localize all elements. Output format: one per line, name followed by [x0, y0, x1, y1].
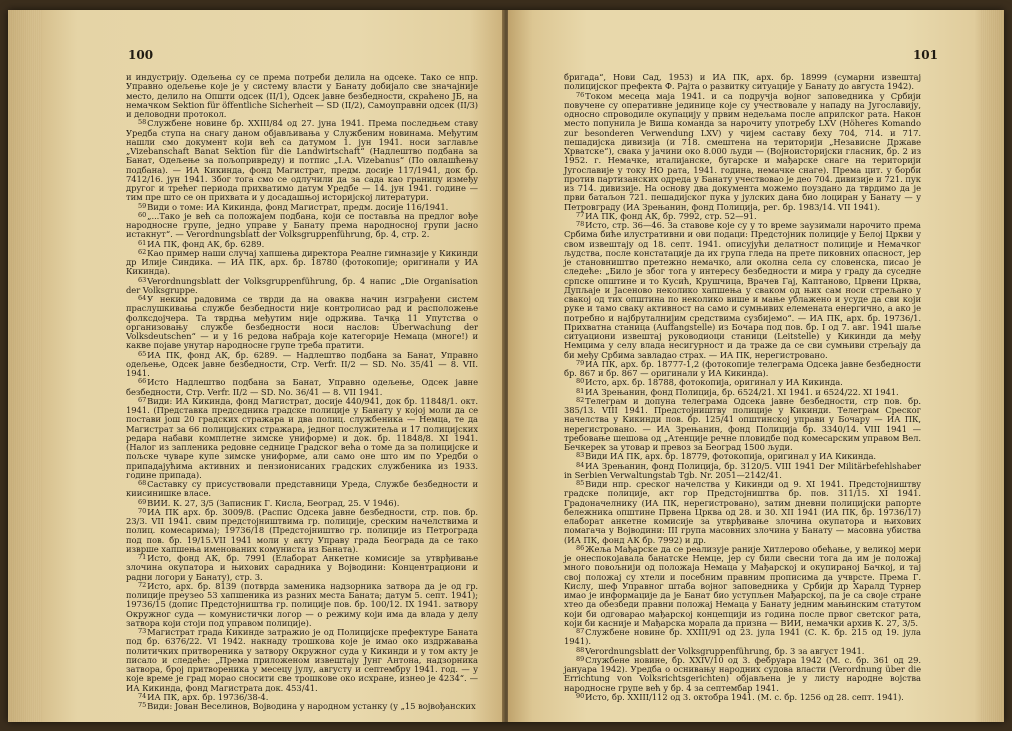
footnote-number: 89: [576, 654, 585, 663]
footnote-number: 64: [138, 294, 147, 302]
footnote-text: Службене новине бр. XXIII/84 од 27. јуна 1941. Према последњем ставу Уредба ступа на снагу даном објављивања у Службеним новинама. Међутим нашли смо документ који већ са датумом 1. јун 1941. носи заглавље „Vizebanschaft Banat Sektion für die Landwirtschaft“ (Надлештво подбана за Банат, Одељење за пољопривреду) и потпис „I.A. Vizebanus“ (По овлашћењу подбана). — ИА Кикинда, фонд Магистрат, предм. досије 117/1941, док бр. 7412/16. јун 1941. Због тога смо се одлучили да за сада као границу између другог и трећег периода прихватимо датум Уредбе — 14. јун 1941. године — тим пре што се он прихвата и у досадашњој историјској литератури.: [126, 118, 478, 203]
page-edge-right: [980, 10, 1004, 722]
footnote-number: 61: [138, 238, 147, 247]
footnote-number: 62: [138, 247, 147, 256]
page-number-right: 101: [912, 48, 938, 62]
footnote-number: 68: [138, 479, 147, 487]
footnote-number: 60: [138, 210, 147, 219]
footnote-text: Види ИА ПК, арх. бр. 18779, фотокопија, оригинал у ИА Кикинда.: [585, 451, 877, 462]
footnote-text: Исто, фонд АК, бр. 7991 (Елаборат Анкетне комисије за утврђивање злочина окупатора и њихових сарадника у Војводини: Концентрациони и радни логори у Банату), стр. 3.: [126, 553, 478, 582]
footnote-number: 73: [138, 627, 147, 635]
footnote-number: 80: [576, 377, 585, 386]
book-spread: [8, 10, 1004, 722]
footnote-text: ИА ПК, арх. бр. 18777-1,2 (фотокопије телеграма Одсека јавне безбедности бр. 867 и бр. 867 — оригинали у ИА Кикинда).: [564, 358, 921, 378]
footnote: [564, 360, 921, 379]
footnote: [126, 212, 478, 240]
footnote-text: Исто, арх. бр. 8139 (потврда заменика надзорника затвора да је од гр. полиције преузео 53 хапшеника из разних места Баната; датум 5. септ. 1941); 19736/15 (допис Предстојништва гр. полиције пов. бр. 100/12. IX 1941. затвору Окружног суда — комунистички логор — о режиму који има да влада у делу затвора који стоји под управом полиције).: [126, 580, 478, 628]
footnote-number: 88: [576, 645, 585, 654]
footnote: [564, 73, 921, 92]
footnote: [564, 92, 921, 212]
footnote: [564, 462, 921, 481]
footnote: [126, 397, 478, 480]
footnote-number: 82: [576, 395, 585, 404]
footnote: [126, 277, 478, 296]
footnote: [564, 693, 921, 702]
footnote-number: 81: [576, 386, 585, 395]
footnote: [126, 295, 478, 351]
footnote-text: ИА Зрењанин, фонд Полиција, бр. 6524/21. XI 1941. и 6524/22. XI 1941.: [585, 386, 899, 397]
footnote-text: Verordnungsblatt der Volksgruppenführung, бр. 3 за август 1941.: [585, 645, 865, 656]
footnote-number: 69: [138, 497, 147, 506]
footnote-number: 79: [576, 358, 585, 367]
footnote-text: Службене новине, бр. XXIV/10 од 3. фебруара 1942 (М. с. бр. 361 од 29. јануара 1942). Уредба о оснивању народних судова власти (Verordnung über die Errichtung von Volksrichtsgerichten) објављена је у листу народне војства народносне групе већ у бр. 4 за септембар 1941.: [564, 654, 921, 693]
footnote-number: 67: [138, 395, 147, 404]
footnote-number: 84: [576, 460, 585, 469]
left-page: [8, 10, 504, 722]
footnote-text: У неким радовима се тврди да на оваква начин изграђени систем праслушкивања службе безбедности није контролисао рад и расположење фолксдојчера. Та тврдња међутим није одржива. Тачка 11 Упутства о организовању службе безбедности носи наслов: Überwachung der Volksdeutschen“ — и у 16 редова набраја које категорије Немаца (многе!) и какве појаве унутар народносне групе треба пратити.: [126, 294, 478, 351]
page-edge-left: [8, 10, 42, 722]
footnote-text: ИА ПК арх. бр. 3009/8. (Распис Одсека јавне безбедности, стр. пов. бр. 23/3. VII 1941. свим предстојништвима гр. полиције, среским начелствима и полиц. комесарима); 19736/18 (Предстојништво гр. полиције из Петроградa под пов. бр. 19/15.VII 1941 моли у акту Управу града Београда да се тако изврше хапшења именованих комуниста из Баната).: [126, 506, 478, 554]
footnote: [126, 702, 478, 711]
footnote-text: „...Тако је већ са положајем подбана, који се поставља на предлог вође народносне групе, једно управе у Банату према народносној групи јасно истакнут“. — Verordnungsblatt der Volksgruppenführung, бр. 4, стр. 2.: [126, 210, 478, 240]
footnote-number: 71: [138, 553, 147, 561]
footnote-text: и индустрију. Одељења су се према потреби делила на одсеке. Тако се нпр. Управно одељење које је у систему власти у Банату добијало све значајније место, делило на Општи одсек (II/1), Одсек јавне безбедности, скраћено ЈБ, на немачком Sektion für öffentliche Sicherheit — SD (II/2), Самоуправни одсек (II/3) и деловодни протокол.: [126, 72, 478, 119]
footnote: [126, 249, 478, 277]
footnote: [564, 397, 921, 453]
footnote: [126, 628, 478, 693]
footnote-number: 72: [138, 580, 147, 589]
footnote: [564, 545, 921, 628]
footnote-text: ИА ПК, фонд АК, бр. 6289. — Надлештво подбана за Банат, Управно одељење, Одсек јавне безбедности, Стр. Verfr. II/2 — SD. No. 35/41 — 8. VII. 1941.: [126, 349, 478, 378]
footnote: [126, 508, 478, 554]
footnote-text: ИА ПК, фонд АК, бр. 6289.: [147, 238, 265, 249]
footnote-text: Исто, арх. бр. 18788, фотокопија, оригинал у ИА Кикинда.: [585, 377, 843, 388]
footnote-number: 90: [576, 691, 585, 700]
footnote-text: Види о томе: ИА Кикинда, фонд Магистрат, предм. досије 116/1941.: [147, 201, 449, 212]
footnote-number: 58: [138, 118, 147, 127]
footnote-number: 76: [576, 90, 585, 99]
footnote-number: 70: [138, 506, 147, 515]
footnote: [126, 554, 478, 582]
footnote-number: 83: [576, 451, 585, 460]
footnote-number: 86: [576, 543, 585, 552]
footnote: [564, 480, 921, 545]
footnote-text: Жеља Мађарске да се реализује раније Хитлерово обећање, у великој мери је онеспокојавала банатске Немце, јер су били свесни тога да им је положај много повољнији од положаја Немаца у Мађарској и окупираној Бачкој, и тај свој положај су хтели и посебним правним прописима да учврсте. Према Г. Кислу, шеф Управног штаба војног заповедника у Србији др Харалд Турнер имао је информације да је Банат био уступљен Мађарској, па је са своје стране хтео да обезбеди правни положај Немаца у Банату једним мањинским статутом који би одговарао мађарској концепцији из година после првог светског рата, који би касније и Мађарска морала да призна — ВИИ, немачки архив К. 27, 3/5.: [564, 543, 921, 628]
footnote-text: Исто, стр. 36—46. За ставове које су у то време заузимали нарочито према Србима биће илустративни и ови подаци: Предстојник полиције у Белој Цркви у свом извештају од 18. септ. 1941. описујући делатност полиције и Немачког људства, после констатације да их група гледа на прете пиковних опасност, јер је становништво претежно немачко, али околна села су словенска, писао је следеће: „Било је због тога у интересу безбедности и мира у граду да суседне српске општине и то Кусић, Крушчица, Врачев Гај, Каптаново, Црвени Црква, Дупљаје и Јасеново неколико хапшења у сваком од њих сам носи стрељано у свакој од тих општина по неколико више и мање ублажено и усуде да сви који руке и тамо сваку активност на само и сумњивих елемената енергично, а ако је потребно и најбруталнијим средствима сузбијемо“. — ИА ПК, арх. бр. 19736/1. Прихватна станица (Auffangstelle) из Бочара под пов. бр. I од 7. авг. 1941 шаље ситуациони извештај руководиоци станици (Leitstelle) у Кикинди да међу Немцима у селу влада несигурност и да траже да се сви сумњиви стрељају да би међу Србима завладао страх. — ИА ПК, нерегистровано.: [564, 220, 921, 360]
footnote-text: ИА Зрењанин, фонд Полиција, бр. 3120/5. VIII 1941 Der Militärbefehlshaber in Serbien Verwaltungstab Tgb. Nr. 2051—2142/41.: [564, 460, 921, 480]
footnote-text: Телеграм и допуна телеграма Одсека јавне безбедности, стр пов. бр. 385/13. VIII 1941. Предстојништву полиције у Кикинди. Телеграм Среског начелства у Кикинди пов. бр. 125/41 општинској управи у Бочару — ИА ПК, нерегистровано. — ИА Зрењанин, фонд Полиција бр. 3340/14. VIII 1941 — требовање шешова од „Атенције речне пловидбе под комесарским управом Вел. Бечкерек за утовар и превоз за Београд 1500 људи.: [564, 395, 921, 452]
footnote-number: 77: [576, 210, 585, 219]
footnote-number: 66: [138, 377, 147, 386]
footnote: [126, 351, 478, 379]
footnote-text: Исто, бр. XXIII/112 од 3. октобра 1941. (М. с. бр. 1256 од 28. септ. 1941).: [585, 691, 904, 702]
footnote-number: 63: [138, 275, 147, 284]
footnote-text: Службене новине бр. XXIII/91 од 23. јула 1941 (С. К. бр. 215 од 19. јула 1941).: [564, 627, 921, 647]
footnotes-left: [126, 73, 478, 711]
footnote-text: ИА ПК, арх. бр. 19736/38-4.: [147, 691, 269, 702]
footnote-text: Види: Јован Веселинов, Војводина у народном устанку (у „15 војвођанских: [147, 701, 476, 711]
page-number-left: 100: [128, 48, 154, 62]
footnote-text: ВИИ. К. 27, 3/5 (Записник Г. Кисла, Београд, 25. V 1946).: [147, 497, 400, 508]
footnote-number: 87: [576, 627, 585, 635]
footnote-text: Види нпр. среског начелства у Кикинди од 9. XI 1941. Предстојништву градске полиције, акт гор Предстојништва бр. пов. 311/15. XI 1941. Градоначелнику (ИА ПК, нерегистровано), затим дневни полицијски рапорте бележника општине Првена Црква од 28. и 30. XII 1941 (ИА ПК, бр. 19736/17) елаборат анкетне комисије за утврђивање злочина окупатора и њихових помагача у Војводини: III група масовних злочина у Банату — масовна убиства (ИА ПК, фонд АК бр. 7992) и др.: [564, 479, 921, 545]
footnote: [564, 656, 921, 693]
footnote-number: 65: [138, 349, 147, 358]
footnote-number: 59: [138, 201, 147, 210]
footnote-number: 78: [576, 220, 585, 228]
footnote: [126, 119, 478, 202]
footnote-number: 74: [138, 691, 147, 700]
footnote-text: Магистрат града Кикинде затражио је од Полицијске префектуре Баната под бр. 6376/22. VI 1942. накнаду трошкова које је имао око издржавања политичких притвореника у затвору Окружног суда у Кикинди и у том акту је писало и следеће: „Према приложеном извештају Јунг Антона, надзорника затвора, број притвореника у месецу јулу, августу и септембру 1941. год. — у које време је град морао сносити све трошкове око исхране, изнео је 4234“. — ИА Кикинда, фонд Магистрата док. 453/41.: [126, 627, 478, 693]
footnote-text: бригада“, Нови Сад, 1953) и ИА ПК, арх. бр. 18999 (сумарни извештај полицијског префекта Ф. Рајта о развитку ситуације у Банату до августа 1942).: [564, 72, 921, 92]
footnote-text: Verordnungsblatt der Volksgruppenführung, бр. 4 напис „Die Organisation der Volksgruppe.: [126, 275, 478, 295]
footnote-number: 75: [138, 701, 147, 709]
footnote: [564, 221, 921, 360]
footnote: [126, 582, 478, 628]
footnote: [126, 480, 478, 499]
footnote: [564, 628, 921, 647]
footnote-number: 85: [576, 479, 585, 487]
footnotes-right: [564, 73, 921, 702]
footnote-text: Током месеца маја 1941. и са подручја војног заповедника у Србији повучене су оперативне јединице које су учествовале у нападу на Југославију, односно спроводиле окупацију у првим недељама после априлског рата. Након место попунила је Виша команда за нарочиту употребу LXV (Höheres Komando zur besonderen Verwendung LXV) у чијем саставу беху 704, 714. и 717. пешадијска дивизија (и 718. смештена на територији „Независне Државе Хрватске“), свака у јачини око 8.000 људи — (Војноисторијски гласник, бр. 2 из 1952. г. Немачке, италијанске, бугарске и мађарске снаге на територији Југославије у току НО рата, 1941. година, немачке снаге). Према цит. у борби против партизанских одреда у Банату учествовао је део 704. дивизије и 721. пук из 714. дивизије. На основу два документа можемо поуздано да тврдимо да је први батаљон 721. пешадијског пука у јулских дана био лоциран у Банату — у Петровграду (ИА Зрењанин, фонд Полиција, рег. бр. 1983/14. VII 1941).: [564, 90, 921, 212]
footnote-text: Исто Надлештво подбана за Банат, Управно одељење, Одсек јавне безбедности, Стр. Verfr. II/2 — SD. No. 36/41 — 8. VII 1941.: [126, 377, 478, 397]
footnote-text: Саставку су присуствовали представници Уреда, Службе безбедности и киисинишке власе.: [126, 479, 478, 499]
footnote-text: ИА ПК, фонд АК, бр. 7992, стр. 52—91.: [585, 210, 757, 221]
footnote: [126, 378, 478, 397]
footnote: [126, 73, 478, 119]
right-page: [508, 10, 1004, 722]
footnote-text: Као пример наши случај хапшења директора Реалне гимназије у Кикинди др Илије Синдика. — ИА ПК, арх. бр. 18780 (фотокопије; оригинали у ИА Кикинда).: [126, 247, 478, 277]
footnote-text: Види: ИА Кикинда, фонд Магистрат, досије 440/941, док бр. 11848/1. окт. 1941. (Представка председника градске полиције у Банату у којој моли да се постави још 20 градских стражара и два полиц. службеника — Немца, те да Магистрат за 66 полицијских стражара, једног послужитеља и 17 полицијских редара набави комплетне зимске униформе) и док. бр. 11848/8. XI 1941. (Налог из запленика редовне седнице Градског већа о томе да за полицијске и пољске чуваре купе зимске униформе, али само оне што им по Уредби о припадајућима активних и пензионисаних градских службеника из 1933. године припада).: [126, 395, 478, 480]
